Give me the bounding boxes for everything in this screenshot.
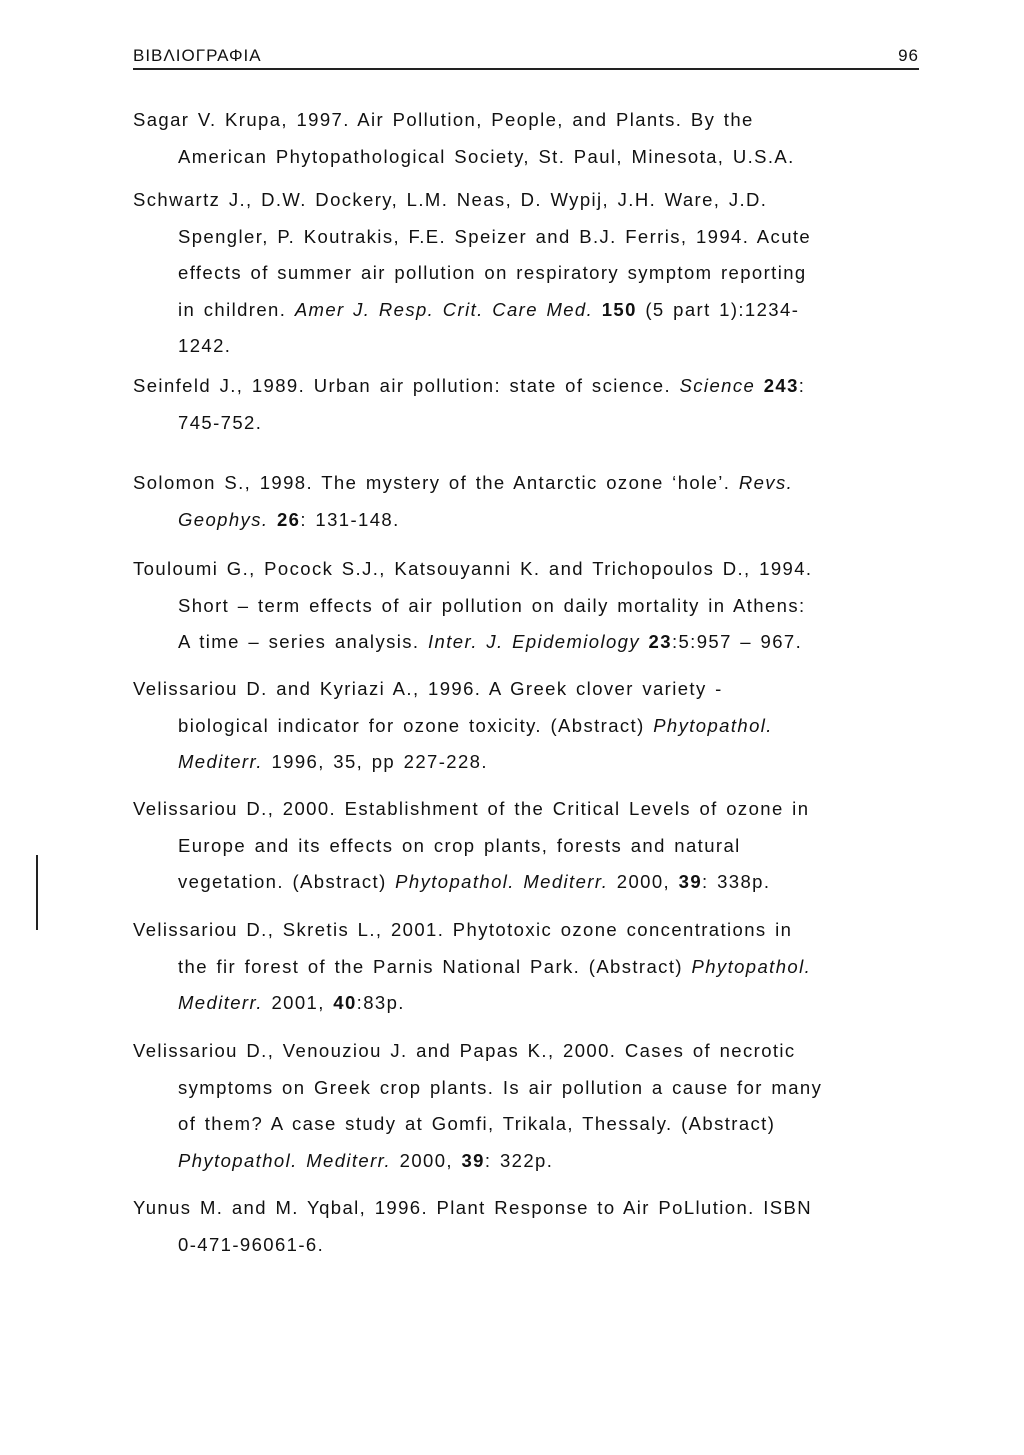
reference-text: 1996, 35, pp 227-228. <box>262 751 488 773</box>
reference-line <box>133 912 923 949</box>
reference-text: effects of summer air pollution on respiratory symptom reporting <box>178 262 807 284</box>
reference-line <box>133 255 923 292</box>
reference-line <box>133 102 923 139</box>
reference-line <box>133 791 923 828</box>
reference-item <box>133 791 923 901</box>
journal-title: Revs. <box>738 472 794 493</box>
volume-number: 39 <box>678 871 703 893</box>
volume-number: 40 <box>333 992 357 1014</box>
reference-line <box>133 744 923 781</box>
journal-title: Mediterr. <box>178 992 263 1014</box>
reference-line <box>133 1106 923 1143</box>
header-rule <box>133 68 919 70</box>
reference-text: Sagar V. Krupa, 1997. Air Pollution, People, and Plants. By the <box>133 109 754 130</box>
reference-text: Velissariou D., Venouziou J. and Papas K., 2000. Cases of necrotic <box>133 1040 796 1061</box>
reference-line <box>133 405 923 442</box>
reference-line <box>133 708 923 745</box>
reference-item <box>133 1190 923 1263</box>
volume-number: 23 <box>648 631 672 653</box>
reference-text: Velissariou D., Skretis L., 2001. Phytotoxic ozone concentrations in <box>133 919 793 940</box>
reference-text: 2000, <box>391 1149 462 1171</box>
journal-title: Phytopathol. <box>691 955 812 977</box>
reference-text: Touloumi G., Pocock S.J., Katsouyanni K. and Trichopoulos D., 1994. <box>133 558 813 579</box>
volume-number: 26 <box>276 508 301 530</box>
reference-text <box>593 299 602 320</box>
reference-line <box>133 292 923 329</box>
reference-text: Yunus M. and M. Yqbal, 1996. Plant Response to Air PoLlution. ISBN <box>133 1197 813 1218</box>
reference-text: American Phytopathological Society, St. Paul, Minesota, U.S.A. <box>178 145 795 167</box>
reference-text: 745-752. <box>178 411 263 433</box>
reference-text: the fir forest of the Parnis National Park. (Abstract) <box>178 955 692 977</box>
volume-number: 39 <box>461 1149 485 1171</box>
reference-line <box>133 1033 923 1070</box>
reference-line <box>133 1070 923 1107</box>
reference-text: symptoms on Greek crop plants. Is air pollution a cause for many <box>178 1076 823 1098</box>
reference-item <box>133 671 923 781</box>
reference-line <box>133 328 923 365</box>
reference-line <box>133 465 923 502</box>
reference-text: : <box>798 375 806 396</box>
reference-line <box>133 1143 923 1180</box>
reference-line <box>133 139 923 176</box>
reference-line <box>133 368 923 405</box>
journal-title: Phytopathol. Mediterr. <box>395 871 609 893</box>
reference-text: of them? A case study at Gomfi, Trikala, Thessaly. (Abstract) <box>178 1113 776 1135</box>
running-title: ΒΙΒΛΙΟΓΡΑΦΙΑ <box>133 46 262 65</box>
reference-line <box>133 671 923 708</box>
volume-number: 243 <box>763 375 799 396</box>
reference-line <box>133 588 923 625</box>
reference-item <box>133 368 923 441</box>
reference-text: vegetation. (Abstract) <box>178 871 396 893</box>
journal-title: Phytopathol. <box>653 714 773 736</box>
reference-line <box>133 949 923 986</box>
reference-text: Short – term effects of air pollution on daily mortality in Athens: <box>178 594 806 616</box>
reference-line <box>133 828 923 865</box>
reference-text <box>755 375 764 396</box>
reference-text: Spengler, P. Koutrakis, F.E. Speizer and B.J. Ferris, 1994. Acute <box>178 225 812 247</box>
reference-item <box>133 465 923 538</box>
reference-line <box>133 182 923 219</box>
reference-text: 0-471-96061-6. <box>178 1233 325 1255</box>
reference-line <box>133 502 923 539</box>
page-number: 96 <box>898 46 919 65</box>
reference-text: biological indicator for ozone toxicity. (Abstract) <box>178 714 654 736</box>
page-header <box>133 44 919 70</box>
reference-text: : 338p. <box>702 871 771 893</box>
reference-line <box>133 219 923 256</box>
margin-mark <box>36 855 38 930</box>
reference-line <box>133 985 923 1022</box>
reference-line <box>133 551 923 588</box>
reference-item <box>133 182 923 365</box>
journal-title: Inter. J. Epidemiology <box>427 631 640 653</box>
journal-title: Science <box>679 375 756 396</box>
reference-text: Seinfeld J., 1989. Urban air pollution: state of science. <box>133 375 680 396</box>
reference-text: Solomon S., 1998. The mystery of the Antarctic ozone ‘hole’. <box>133 472 739 493</box>
reference-text: Velissariou D., 2000. Establishment of the Critical Levels of ozone in <box>133 798 810 819</box>
reference-text: : 131-148. <box>300 508 400 530</box>
reference-text: (5 part 1):1234- <box>636 298 800 320</box>
reference-line <box>133 1190 923 1227</box>
journal-title: Phytopathol. Mediterr. <box>178 1149 392 1171</box>
journal-title: Mediterr. <box>178 751 263 773</box>
reference-text: 1242. <box>178 335 232 357</box>
reference-text: :83p. <box>356 992 405 1014</box>
reference-text: :5:957 – 967. <box>671 631 803 653</box>
volume-number: 150 <box>601 298 637 320</box>
reference-text: Velissariou D. and Kyriazi A., 1996. A Greek clover variety - <box>133 678 723 699</box>
reference-text <box>268 509 277 530</box>
reference-line <box>133 864 923 901</box>
reference-text: Schwartz J., D.W. Dockery, L.M. Neas, D. Wypij, J.H. Ware, J.D. <box>133 189 768 210</box>
reference-text: Europe and its effects on crop plants, forests and natural <box>178 834 741 856</box>
journal-title: Geophys. <box>178 508 269 530</box>
reference-text: 2000, <box>608 871 679 893</box>
reference-text: 2001, <box>262 992 334 1014</box>
reference-text: : 322p. <box>484 1149 554 1171</box>
reference-line <box>133 624 923 661</box>
reference-item <box>133 551 923 661</box>
reference-text: A time – series analysis. <box>178 631 428 653</box>
reference-text: in children. <box>178 298 295 320</box>
reference-item <box>133 912 923 1022</box>
journal-title: Amer J. Resp. Crit. Care Med. <box>294 298 594 320</box>
reference-item <box>133 1033 923 1179</box>
reference-item <box>133 102 923 175</box>
reference-text <box>640 631 649 652</box>
reference-line <box>133 1227 923 1264</box>
